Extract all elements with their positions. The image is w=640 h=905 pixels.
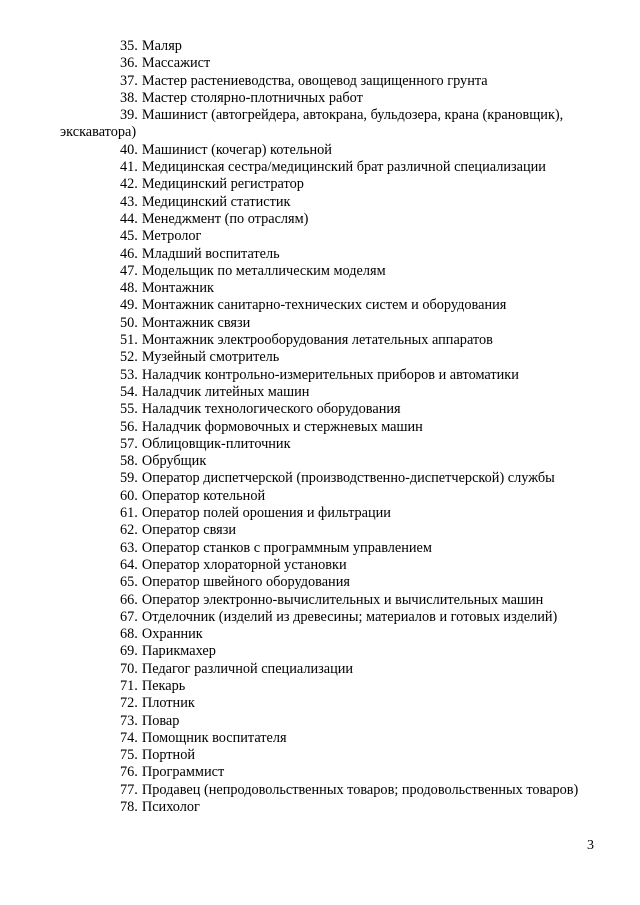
item-text: Педагог различной специализации [141,660,354,677]
list-item [60,315,594,332]
item-text: Массажист [141,55,211,72]
item-text: Монтажник связи [141,314,251,331]
list-item [60,764,594,781]
list-item [60,297,594,314]
item-text: Монтажник электрооборудования летательных аппаратов [141,332,493,349]
list-item [60,799,594,816]
list-item [60,90,594,107]
list-item [60,55,594,72]
list-item [60,488,594,505]
item-number: 49. [120,297,138,314]
list-item [60,332,594,349]
item-number: 61. [120,505,138,522]
item-number: 59. [120,470,138,487]
list-item [60,228,594,245]
list-item [60,349,594,366]
item-number: 70. [120,660,138,677]
list-item [60,107,594,142]
item-number: 73. [120,712,138,729]
item-text: Оператор связи [141,522,237,539]
item-text: Отделочник (изделий из древесины; материалов и готовых изделий) [141,608,558,625]
item-number: 57. [120,435,138,452]
item-text: Наладчик контрольно-измерительных приборов и автоматики [141,366,519,383]
list-item [60,419,594,436]
item-number: 46. [120,245,138,262]
item-text: Плотник [141,695,195,712]
item-number: 78. [120,799,138,816]
list-item [60,401,594,418]
list-item [60,574,594,591]
item-text: Машинист (кочегар) котельной [141,141,332,158]
item-number: 45. [120,228,138,245]
list-item [60,540,594,557]
item-number: 36. [120,55,138,72]
item-text: Портной [141,747,196,764]
item-number: 40. [120,141,138,158]
item-number: 72. [120,695,138,712]
page-number: 3 [587,838,594,853]
list-item [60,505,594,522]
item-number: 60. [120,487,138,504]
item-number: 62. [120,522,138,539]
list-item [60,626,594,643]
item-text: Машинист (автогрейдера, автокрана, бульдозера, крана (крановщик), экскаватора) [60,107,564,141]
item-text: Мастер растениеводства, овощевод защищенного грунта [141,72,488,89]
list-item [60,367,594,384]
item-text: Обрубщик [141,453,207,470]
list-item [60,730,594,747]
item-number: 39. [120,107,138,124]
item-number: 53. [120,366,138,383]
item-number: 66. [120,591,138,608]
item-text: Модельщик по металлическим моделям [141,262,386,279]
item-text: Наладчик формовочных и стержневых машин [141,418,423,435]
list-item [60,695,594,712]
item-text: Мастер столярно-плотничных работ [141,89,363,106]
item-number: 43. [120,193,138,210]
item-text: Оператор станков с программным управлением [141,539,432,556]
item-number: 48. [120,280,138,297]
list-item [60,609,594,626]
item-text: Монтажник [141,280,214,297]
item-number: 54. [120,383,138,400]
item-number: 52. [120,349,138,366]
item-number: 35. [120,38,138,54]
item-number: 69. [120,643,138,660]
list-item [60,142,594,159]
list-item [60,73,594,90]
item-text: Помощник воспитателя [141,729,287,746]
item-text: Пекарь [141,677,186,694]
item-text: Оператор котельной [141,487,266,504]
list-item [60,643,594,660]
item-text: Оператор полей орошения и фильтрации [141,505,391,522]
list-item [60,592,594,609]
item-text: Наладчик литейных машин [141,383,310,400]
list-item [60,661,594,678]
list-item [60,384,594,401]
item-text: Музейный смотритель [141,349,280,366]
profession-list [60,38,594,816]
item-number: 42. [120,176,138,193]
item-text: Младший воспитатель [141,245,280,262]
item-number: 55. [120,401,138,418]
list-item [60,713,594,730]
list-item [60,211,594,228]
item-text: Оператор швейного оборудования [141,574,350,591]
item-number: 51. [120,332,138,349]
item-text: Оператор хлораторной установки [141,556,347,573]
item-number: 38. [120,89,138,106]
item-text: Оператор электронно-вычислительных и вычислительных машин [141,591,544,608]
item-text: Охранник [141,626,203,643]
list-item [60,263,594,280]
item-text: Программист [141,764,225,781]
item-text: Менеджмент (по отраслям) [141,210,309,227]
item-text: Монтажник санитарно-технических систем и оборудования [141,297,507,314]
list-item [60,246,594,263]
item-number: 56. [120,418,138,435]
item-number: 63. [120,539,138,556]
item-number: 65. [120,574,138,591]
list-item [60,159,594,176]
item-number: 37. [120,72,138,89]
item-text: Психолог [141,799,200,816]
item-text: Медицинская сестра/медицинский брат различной специализации [141,159,546,176]
item-number: 71. [120,677,138,694]
list-item [60,678,594,695]
item-number: 64. [120,556,138,573]
list-item [60,782,594,799]
list-item [60,522,594,539]
list-item [60,557,594,574]
list-item [60,747,594,764]
item-number: 76. [120,764,138,781]
list-item [60,176,594,193]
list-item [60,194,594,211]
list-item [60,470,594,487]
item-number: 68. [120,626,138,643]
item-text: Повар [141,712,180,729]
item-number: 75. [120,747,138,764]
item-text: Продавец (непродовольственных товаров; продовольственных товаров) [141,781,579,798]
item-number: 77. [120,781,138,798]
item-number: 44. [120,210,138,227]
item-text: Облицовщик-плиточник [141,435,291,452]
item-text: Медицинский статистик [141,193,291,210]
item-text: Парикмахер [141,643,216,660]
list-item [60,436,594,453]
item-number: 67. [120,608,138,625]
list-item [60,453,594,470]
item-number: 50. [120,314,138,331]
list-item [60,280,594,297]
item-text: Медицинский регистратор [141,176,304,193]
item-text: Наладчик технологического оборудования [141,401,401,418]
item-number: 74. [120,729,138,746]
item-text: Метролог [141,228,202,245]
item-text: Оператор диспетчерской (производственно-диспетчерской) службы [141,470,555,487]
item-number: 47. [120,262,138,279]
item-number: 41. [120,159,138,176]
list-item [60,38,594,55]
item-text: Маляр [141,38,182,54]
item-number: 58. [120,453,138,470]
